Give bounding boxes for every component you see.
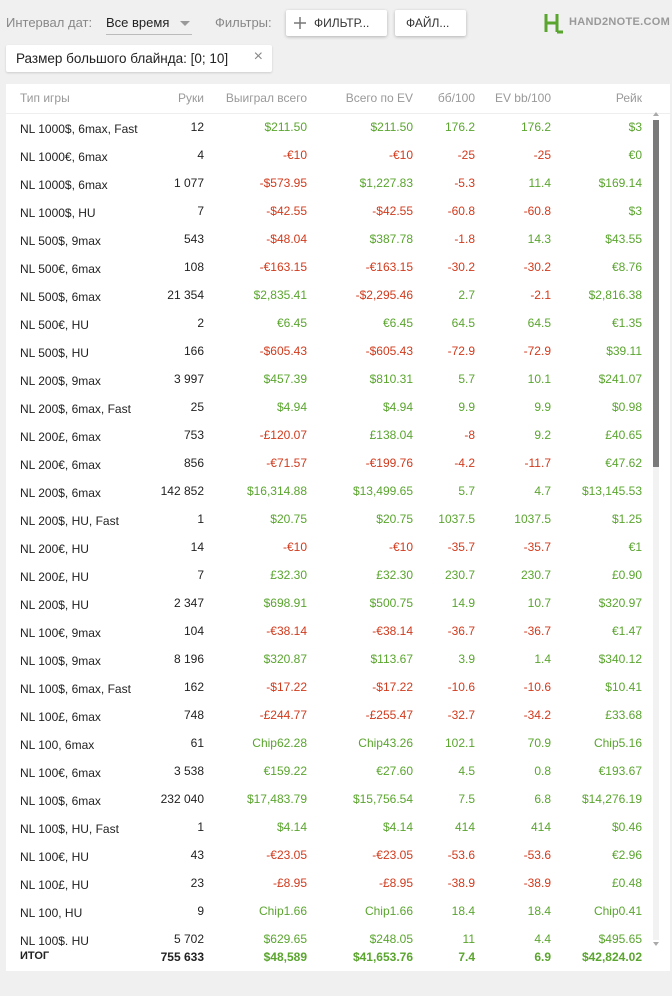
row-rake: €0 (628, 148, 642, 162)
table-body (6, 114, 670, 954)
row-rake: $495.65 (598, 932, 642, 946)
row-game-type: NL 100$, 6max, Fast (20, 682, 131, 696)
row-ev-bb100: 1037.5 (514, 512, 551, 526)
row-game-type: NL 500€, 6max (20, 262, 101, 276)
row-game-type: NL 100€, 6max (20, 766, 101, 780)
row-hands: 12 (190, 120, 204, 134)
row-won-total: Chip1.66 (258, 904, 307, 918)
row-ev-total: -$17.22 (372, 680, 413, 694)
hand2note-logo-icon (544, 12, 564, 34)
row-bb100: -8 (464, 428, 475, 442)
row-game-type: NL 100£, 6max (20, 710, 101, 724)
row-game-type: NL 200£, 6max (20, 430, 101, 444)
row-hands: 5 702 (173, 932, 204, 946)
row-ev-total: €6.45 (382, 316, 413, 330)
row-hands: 1 077 (173, 176, 204, 190)
total-hands: 755 633 (160, 950, 204, 964)
row-ev-total: £32.30 (376, 568, 413, 582)
row-rake: £33.68 (605, 708, 642, 722)
row-ev-bb100: 11.4 (528, 176, 551, 190)
row-game-type: NL 1000$, 6max (20, 178, 108, 192)
row-ev-total: $500.75 (369, 596, 413, 610)
row-hands: 3 538 (173, 764, 204, 778)
interval-value: Все время (106, 15, 170, 30)
row-won-total: $16,314.88 (246, 484, 307, 498)
row-hands: 2 (197, 316, 204, 330)
active-filter-chip (6, 45, 272, 72)
row-bb100: 414 (454, 820, 475, 834)
table-header (6, 84, 670, 114)
filter-button[interactable] (286, 10, 387, 36)
row-rake: $2,816.38 (588, 288, 642, 302)
row-game-type: NL 100€, HU (20, 850, 89, 864)
stats-table (6, 84, 670, 971)
row-won-total: $2,835.41 (253, 288, 307, 302)
row-ev-bb100: -35.7 (523, 540, 551, 554)
logo-text: HAND2NOTE.COM (569, 16, 671, 28)
row-ev-total: -€163.15 (365, 260, 413, 274)
row-game-type: NL 200$, HU, Fast (20, 514, 119, 528)
row-bb100: 9.9 (458, 400, 475, 414)
row-ev-bb100: -25 (533, 148, 551, 162)
row-ev-total: $810.31 (369, 372, 413, 386)
total-bb100: 7.4 (458, 950, 475, 964)
row-ev-total: €27.60 (376, 764, 413, 778)
row-bb100: -60.8 (447, 204, 475, 218)
row-ev-bb100: -53.6 (523, 848, 551, 862)
row-game-type: NL 200€, 6max (20, 458, 101, 472)
row-rake: €8.76 (611, 260, 642, 274)
col-header-ev-total[interactable]: Всего по EV (345, 91, 413, 105)
table-row[interactable] (6, 226, 670, 254)
row-won-total: $457.39 (263, 372, 307, 386)
row-game-type: NL 1000€, 6max (20, 150, 108, 164)
col-header-rake[interactable]: Рейк (615, 91, 642, 105)
row-rake: $14,276.19 (581, 792, 642, 806)
row-rake: $1.25 (611, 512, 642, 526)
table-row[interactable] (6, 618, 670, 646)
row-ev-bb100: 4.7 (534, 484, 551, 498)
table-row[interactable] (6, 170, 670, 198)
plus-icon (294, 17, 306, 29)
table-row[interactable] (6, 310, 670, 338)
table-row[interactable] (6, 422, 670, 450)
row-ev-total: -$2,295.46 (355, 288, 413, 302)
table-row[interactable] (6, 506, 670, 534)
table-row[interactable] (6, 842, 670, 870)
row-bb100: -5.3 (454, 176, 475, 190)
row-game-type: NL 1000$, 6max, Fast (20, 122, 138, 136)
row-bb100: 5.7 (458, 372, 475, 386)
row-bb100: -25 (457, 148, 475, 162)
row-hands: 43 (190, 848, 204, 862)
row-rake: $3 (628, 204, 642, 218)
row-ev-total: Chip43.26 (358, 736, 413, 750)
row-ev-bb100: -72.9 (523, 344, 551, 358)
col-header-ev-bb100[interactable]: EV bb/100 (494, 91, 551, 105)
row-hands: 748 (183, 708, 204, 722)
row-won-total: $698.91 (263, 596, 307, 610)
scrollbar-thumb[interactable] (653, 120, 659, 467)
row-ev-bb100: -11.7 (524, 456, 551, 470)
col-header-won-total[interactable]: Выиграл всего (225, 91, 307, 105)
row-ev-total: $4.14 (382, 820, 413, 834)
row-won-total: -€71.57 (266, 456, 307, 470)
table-row[interactable] (6, 338, 670, 366)
table-row[interactable] (6, 758, 670, 786)
row-rake: $340.12 (598, 652, 642, 666)
row-ev-total: $248.05 (369, 932, 413, 946)
row-bb100: 102.1 (444, 736, 475, 750)
row-won-total: $4.14 (276, 820, 307, 834)
row-ev-bb100: -30.2 (523, 260, 551, 274)
row-ev-bb100: -34.2 (523, 708, 551, 722)
table-row[interactable] (6, 198, 670, 226)
row-won-total: -€10 (282, 540, 307, 554)
interval-label: Интервал дат: (6, 15, 93, 30)
col-header-hands[interactable]: Руки (178, 91, 204, 105)
row-hands: 753 (183, 428, 204, 442)
row-hands: 4 (197, 148, 204, 162)
row-ev-total: $13,499.65 (352, 484, 413, 498)
table-row[interactable] (6, 590, 670, 618)
row-bb100: 14.9 (451, 596, 475, 610)
filters-label: Фильтры: (215, 15, 272, 30)
row-ev-total: -£255.47 (365, 708, 413, 722)
row-bb100: -35.7 (447, 540, 475, 554)
row-ev-bb100: 0.8 (534, 764, 551, 778)
row-hands: 7 (197, 568, 204, 582)
table-row[interactable] (6, 646, 670, 674)
row-won-total: $17,483.79 (246, 792, 307, 806)
row-game-type: NL 100$, HU, Fast (20, 822, 119, 836)
row-game-type: NL 500$, 6max (20, 290, 101, 304)
col-header-game-type[interactable]: Тип игры (20, 91, 70, 105)
row-rake: $39.11 (606, 344, 642, 358)
row-won-total: $320.87 (263, 652, 307, 666)
row-won-total: -€163.15 (259, 260, 307, 274)
row-game-type: NL 100, HU (20, 906, 83, 920)
row-hands: 2 347 (173, 596, 204, 610)
row-won-total: -$48.04 (266, 232, 307, 246)
row-bb100: 2.7 (458, 288, 475, 302)
row-won-total: £32.30 (270, 568, 307, 582)
row-ev-total: -$42.55 (372, 204, 413, 218)
row-bb100: -1.8 (454, 232, 475, 246)
row-hands: 3 997 (173, 372, 204, 386)
row-game-type: NL 100$. HU (20, 934, 89, 948)
row-won-total: €159.22 (263, 764, 307, 778)
row-ev-bb100: -36.7 (523, 624, 551, 638)
row-won-total: -£244.77 (259, 708, 307, 722)
row-rake: $13,145.53 (581, 484, 642, 498)
logo (544, 12, 670, 36)
row-ev-total: -€199.76 (365, 456, 413, 470)
active-filter-label: Размер большого блайнда: [0; 10] (16, 51, 229, 66)
total-row (6, 948, 670, 968)
row-ev-total: $15,756.54 (352, 792, 413, 806)
row-bb100: -10.6 (447, 680, 475, 694)
row-bb100: 3.9 (458, 652, 475, 666)
row-ev-bb100: -10.6 (523, 680, 551, 694)
row-hands: 7 (197, 204, 204, 218)
row-rake: €1 (628, 540, 642, 554)
table-row[interactable] (6, 282, 670, 310)
row-ev-total: -€10 (388, 540, 413, 554)
row-won-total: Chip62.28 (252, 736, 307, 750)
row-won-total: -€10 (282, 148, 307, 162)
row-ev-bb100: 70.9 (527, 736, 551, 750)
row-ev-bb100: 18.4 (527, 904, 551, 918)
row-won-total: -$573.95 (259, 176, 307, 190)
table-row[interactable] (6, 786, 670, 814)
row-hands: 104 (183, 624, 204, 638)
row-hands: 162 (183, 680, 204, 694)
table-row[interactable] (6, 702, 670, 730)
total-won: $48,589 (263, 950, 307, 964)
row-won-total: -$42.55 (266, 204, 307, 218)
row-ev-total: £138.04 (369, 428, 413, 442)
row-hands: 23 (190, 876, 204, 890)
row-ev-bb100: 64.5 (527, 316, 551, 330)
row-game-type: NL 100€, 9max (20, 626, 101, 640)
row-ev-total: $387.78 (369, 232, 413, 246)
total-ev-bb100: 6.9 (534, 950, 551, 964)
table-row[interactable] (6, 254, 670, 282)
row-rake: $320.97 (598, 596, 642, 610)
row-ev-total: $113.67 (370, 652, 413, 666)
row-won-total: $20.75 (270, 512, 307, 526)
row-game-type: NL 100$, 6max (20, 794, 101, 808)
row-game-type: NL 1000$, HU (20, 206, 96, 220)
toolbar (0, 0, 672, 44)
row-rake: Chip0.41 (593, 904, 642, 918)
row-won-total: -£120.07 (259, 428, 307, 442)
row-hands: 142 852 (160, 484, 204, 498)
row-ev-total: $20.75 (376, 512, 413, 526)
table-row[interactable] (6, 898, 670, 926)
row-rake: Chip5.16 (593, 736, 642, 750)
row-rake: €1.35 (611, 316, 642, 330)
row-rake: £0.90 (611, 568, 642, 582)
row-rake: $0.98 (611, 400, 642, 414)
row-won-total: $629.65 (263, 932, 307, 946)
row-rake: $0.46 (611, 820, 642, 834)
row-hands: 9 (197, 904, 204, 918)
row-ev-bb100: -38.9 (523, 876, 551, 890)
file-button[interactable] (395, 10, 466, 36)
row-game-type: NL 100$, 9max (20, 654, 101, 668)
row-ev-bb100: 10.7 (527, 596, 551, 610)
row-game-type: NL 100, 6max (20, 738, 95, 752)
row-game-type: NL 200$, 6max (20, 486, 101, 500)
row-bb100: 230.7 (444, 568, 475, 582)
row-ev-bb100: 230.7 (520, 568, 551, 582)
close-icon[interactable]: × (253, 48, 263, 65)
row-ev-total: -€10 (388, 148, 413, 162)
row-ev-bb100: 1.4 (534, 652, 551, 666)
row-bb100: 7.5 (458, 792, 475, 806)
table-row[interactable] (6, 114, 670, 142)
row-ev-bb100: 6.8 (534, 792, 551, 806)
row-rake: $10.41 (605, 680, 642, 694)
row-bb100: 18.4 (451, 904, 475, 918)
total-label: ИТОГ (20, 950, 50, 962)
row-hands: 61 (190, 736, 204, 750)
table-row[interactable] (6, 674, 670, 702)
row-hands: 14 (190, 540, 204, 554)
row-rake: $169.14 (598, 176, 642, 190)
row-hands: 166 (183, 344, 204, 358)
table-row[interactable] (6, 870, 670, 898)
row-rake: $3 (628, 120, 642, 134)
row-ev-total: Chip1.66 (364, 904, 413, 918)
row-bb100: 11 (462, 932, 475, 946)
row-bb100: -32.7 (447, 708, 475, 722)
row-won-total: $4.94 (276, 400, 307, 414)
row-won-total: -£8.95 (272, 876, 307, 890)
table-row[interactable] (6, 366, 670, 394)
row-bb100: -4.2 (454, 456, 475, 470)
row-game-type: NL 200$, 6max, Fast (20, 402, 131, 416)
row-bb100: -36.7 (447, 624, 475, 638)
row-rake: €193.67 (598, 764, 642, 778)
row-ev-total: $4.94 (382, 400, 413, 414)
row-hands: 543 (183, 232, 204, 246)
col-header-bb100[interactable]: бб/100 (437, 91, 475, 105)
row-bb100: -30.2 (447, 260, 475, 274)
row-rake: €47.62 (605, 456, 642, 470)
table-row[interactable] (6, 562, 670, 590)
chevron-down-icon (180, 21, 190, 26)
row-game-type: NL 200€, HU (20, 542, 89, 556)
row-won-total: $211.50 (264, 120, 307, 134)
scroll-up-arrow-icon[interactable] (653, 112, 659, 116)
row-ev-bb100: -60.8 (523, 204, 551, 218)
row-won-total: €6.45 (276, 316, 307, 330)
row-rake: €2.96 (611, 848, 642, 862)
file-button-label: ФАЙЛ... (406, 16, 450, 30)
row-bb100: 1037.5 (438, 512, 475, 526)
row-game-type: NL 200£, HU (20, 570, 89, 584)
row-ev-total: -$605.43 (365, 344, 413, 358)
row-hands: 1 (197, 820, 204, 834)
row-hands: 108 (183, 260, 204, 274)
table-row[interactable] (6, 450, 670, 478)
row-ev-total: -€23.05 (372, 848, 413, 862)
row-ev-bb100: 414 (530, 820, 551, 834)
total-ev: $41,653.76 (352, 950, 413, 964)
row-bb100: -38.9 (447, 876, 475, 890)
row-bb100: 176.2 (444, 120, 475, 134)
row-game-type: NL 500$, HU (20, 346, 89, 360)
row-won-total: -€23.05 (266, 848, 307, 862)
table-row[interactable] (6, 394, 670, 422)
total-rake: $42,824.02 (581, 950, 642, 964)
row-ev-bb100: 176.2 (520, 120, 551, 134)
row-rake: €1.47 (611, 624, 642, 638)
row-game-type: NL 500$, 9max (20, 234, 101, 248)
row-ev-bb100: 10.1 (527, 372, 551, 386)
table-row[interactable] (6, 534, 670, 562)
row-hands: 856 (183, 456, 204, 470)
row-game-type: NL 500€, HU (20, 318, 89, 332)
row-rake: $43.55 (605, 232, 642, 246)
table-row[interactable] (6, 142, 670, 170)
row-ev-bb100: 9.9 (534, 400, 551, 414)
row-rake: £40.65 (605, 428, 642, 442)
row-won-total: -$17.22 (266, 680, 307, 694)
row-won-total: -€38.14 (266, 624, 307, 638)
row-hands: 232 040 (160, 792, 204, 806)
row-won-total: -$605.43 (259, 344, 307, 358)
row-hands: 25 (190, 400, 204, 414)
row-ev-total: $211.50 (370, 120, 413, 134)
filter-button-label: ФИЛЬТР... (314, 16, 370, 30)
row-bb100: -53.6 (447, 848, 475, 862)
row-bb100: 4.5 (458, 764, 475, 778)
row-hands: 21 354 (167, 288, 204, 302)
row-rake: £0.48 (611, 876, 642, 890)
row-hands: 8 196 (173, 652, 204, 666)
row-bb100: 64.5 (451, 316, 475, 330)
table-row[interactable] (6, 730, 670, 758)
row-ev-total: $1,227.83 (359, 176, 413, 190)
row-game-type: NL 100£, HU (20, 878, 89, 892)
scroll-down-arrow-icon[interactable] (653, 942, 659, 946)
row-ev-bb100: -2.1 (530, 288, 551, 302)
row-hands: 1 (197, 512, 204, 526)
table-row[interactable] (6, 478, 670, 506)
row-bb100: -72.9 (447, 344, 475, 358)
row-game-type: NL 200$, HU (20, 598, 89, 612)
interval-select[interactable] (106, 12, 192, 35)
row-ev-bb100: 4.4 (534, 932, 551, 946)
row-rake: $241.07 (598, 372, 642, 386)
row-bb100: 5.7 (458, 484, 475, 498)
row-ev-total: -£8.95 (378, 876, 413, 890)
row-ev-total: -€38.14 (372, 624, 413, 638)
table-row[interactable] (6, 814, 670, 842)
row-ev-bb100: 14.3 (527, 232, 551, 246)
row-ev-bb100: 9.2 (534, 428, 551, 442)
row-game-type: NL 200$, 9max (20, 374, 101, 388)
